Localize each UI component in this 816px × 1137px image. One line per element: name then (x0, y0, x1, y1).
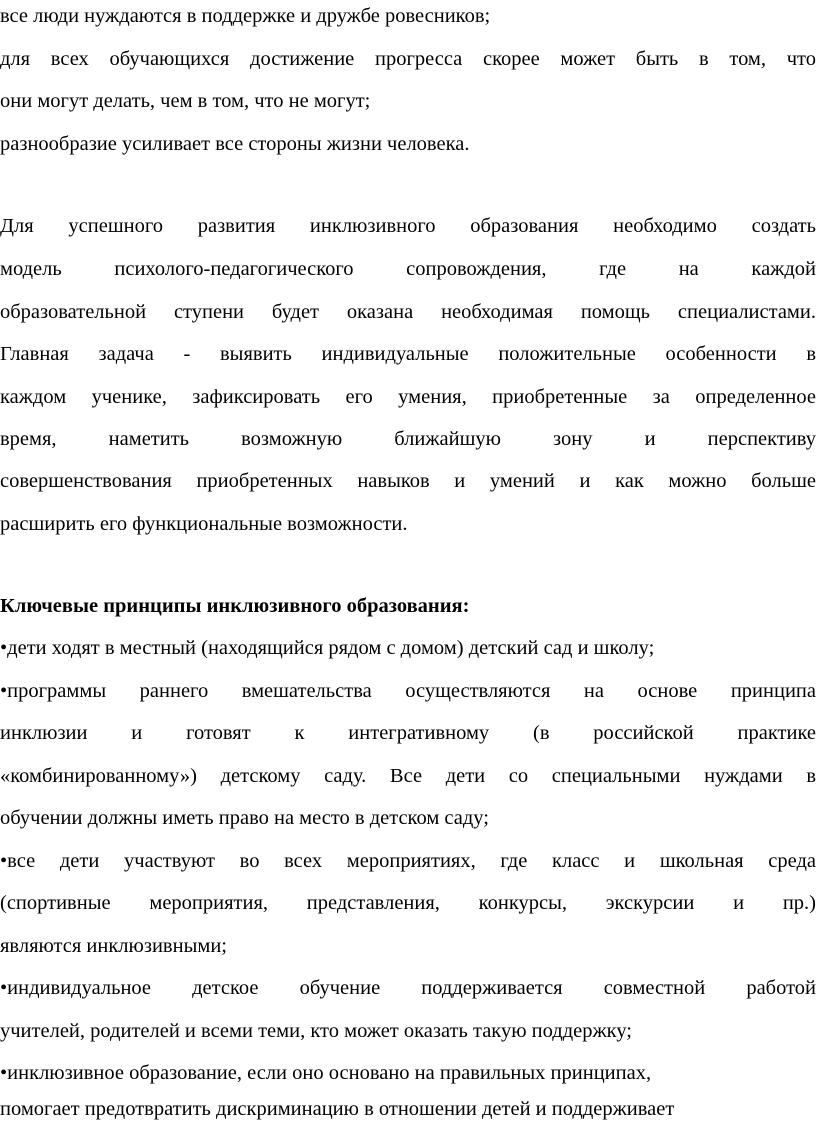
text-line: модель психолого-педагогического сопровождения, где на каждой (0, 258, 816, 280)
list-item: •дети ходят в местный (находящийся рядом с домом) детский сад и школу; (0, 637, 655, 659)
list-item: •индивидуальное детское обучение поддерживается совместной работой (0, 977, 816, 999)
text-line: являются инклюзивными; (0, 935, 227, 957)
text-line: расширить его функциональные возможности. (0, 513, 408, 535)
list-item: •программы раннего вмешательства осуществляются на основе принципа (0, 680, 816, 702)
text-line: Для успешного развития инклюзивного образования необходимо создать (0, 215, 816, 237)
section-heading: Ключевые принципы инклюзивного образования: (0, 595, 470, 617)
text-line: помогает предотвратить дискриминацию в отношении детей и поддерживает (0, 1098, 675, 1120)
text-line: время, наметить возможную ближайшую зону и перспективу (0, 428, 816, 450)
text-line: учителей, родителей и всеми теми, кто может оказать такую поддержку; (0, 1020, 633, 1042)
text-line: образовательной ступени будет оказана необходимая помощь специалистами. (0, 301, 816, 323)
text-line: разнообразие усиливает все стороны жизни человека. (0, 133, 470, 155)
list-item: •инклюзивное образование, если оно основано на правильных принципах, (0, 1062, 652, 1084)
text-line: Главная задача - выявить индивидуальные положительные особенности в (0, 343, 816, 365)
text-line: для всех обучающихся достижение прогресса скорее может быть в том, что (0, 48, 816, 70)
text-line: (спортивные мероприятия, представления, конкурсы, экскурсии и пр.) (0, 892, 816, 914)
text-line: все люди нуждаются в поддержке и дружбе ровесников; (0, 5, 491, 27)
text-line: обучении должны иметь право на место в детском саду; (0, 807, 489, 829)
text-line: они могут делать, чем в том, что не могут; (0, 90, 371, 112)
text-line: «комбинированному») детскому саду. Все дети со специальными нуждами в (0, 765, 816, 787)
text-line: инклюзии и готовят к интегративному (в российской практике (0, 722, 816, 744)
text-line: каждом ученике, зафиксировать его умения, приобретенные за определенное (0, 386, 816, 408)
text-line: совершенствования приобретенных навыков и умений и как можно больше (0, 470, 816, 492)
list-item: •все дети участвуют во всех мероприятиях, где класс и школьная среда (0, 850, 816, 872)
